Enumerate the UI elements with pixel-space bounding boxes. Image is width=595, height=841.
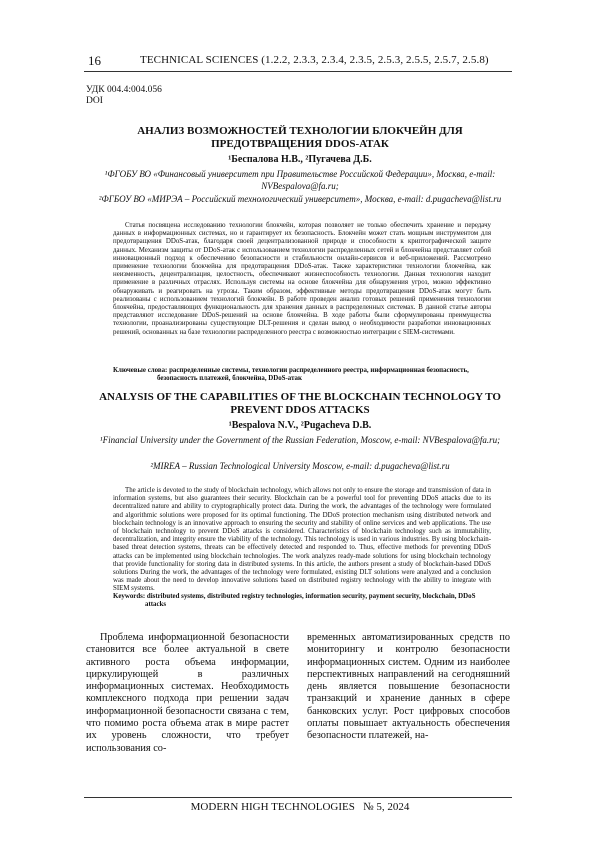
ru-abstract: Статья посвящена исследованию технологии блокчейн, которая позволяет не только обеспечить хранение и передачу данных в информационных системах, но и гарантирует их безопасность. Блокчейн может стать мощным инструментом для предотвращения DDoS-атак, благодаря своей децентрализованной природе и способности к криптографической защите данных. Механизм защиты от DDoS-атак с использованием технологии распределенных сетей и блокчейна представляет собой инновационный подход к обеспечению безопасности и стабильности онлайн-сервисов и веб-приложений. Рассмотрено применение технологии блокчейна для предотвращения DDoS-атак. Также характеристики технологии блокчейна, как неизменность, децентрализация, целостность, обеспечивают жизнеспособность технологии. Данная технология находит применение в различных отраслях. Используя системы на основе блокчейна для обнаружения угроз, можно эффективно обнаруживать и реагировать на угрозы. Таким образом, эффективные методы предотвращения DDoS-атак могут быть реализованы с использованием технологий блокчейн. В работе проведен анализ готовых решений применения технологии блокчейна, предоставляющих функциональность для хранения данных в распределенных системах. В данной статье авторы представляют исследование DDoS-решений на основе блокчейна. В ходе работы были сформулированы преимущества технологии, проанализированы существующие DLT-решения и сделан вывод о необходимости разработки инновационных решений, основанных на базе технологии распределенного реестра с возможностью интеграции с SIEM-системами.: [113, 222, 491, 336]
en-keywords: [113, 593, 491, 609]
footer-divider: [84, 797, 512, 798]
body-column-left: Проблема информационной безопасности становится все более актуальной в свете активного роста объема информации, циркулирующей в различных информационных системах. Необходимость комплексного подхода при решении задач информационной безопасности связана с тем, что помимо роста объема атак в мире растет их уровень сложности, что требует использования со-: [86, 632, 289, 754]
en-affiliation-1: ¹Financial University under the Government of the Russian Federation, Moscow, e-mail: NVBespalova@fa.ru;: [99, 435, 501, 445]
en-keywords-text: distributed systems, distributed registry technologies, information security, payment security, blockchain, DDoS attacks: [145, 593, 476, 609]
ru-title: АНАЛИЗ ВОЗМОЖНОСТЕЙ ТЕХНОЛОГИИ БЛОКЧЕЙН ДЛЯ ПРЕДОТВРАЩЕНИЯ DDOS-АТАК: [137, 125, 463, 150]
footer-journal: MODERN HIGH TECHNOLOGIES: [190, 801, 355, 813]
ru-keywords: [113, 367, 491, 383]
page-number: 16: [88, 53, 101, 68]
udc-code: УДК 004.4:004.056: [86, 85, 162, 95]
en-keywords-label: Keywords:: [113, 593, 146, 600]
en-title: ANALYSIS OF THE CAPABILITIES OF THE BLOCKCHAIN TECHNOLOGY TO PREVENT DDOS ATTACKS: [99, 391, 501, 416]
journal-section: TECHNICAL SCIENCES (1.2.2, 2.3.3, 2.3.4, 2.3.5, 2.5.3, 2.5.5, 2.5.7, 2.5.8): [140, 54, 489, 66]
en-abstract: The article is devoted to the study of blockchain technology, which allows not only to ensure the storage and transmission of data in information systems, but also guarantees their security. Blockchain can be a powerful tool for preventing DDoS attacks due to its decentralized nature and ability to cryptographically protect data. During the work, the advantages of the technology were formulated and algorithmic solutions were proposed for its optimal functioning. The DDoS protection mechanism using distributed network and blockchain technology is an innovative approach to ensuring the security and stability of online services and web applications. The use of blockchain technology to prevent DDoS attacks is considered. Characteristics of blockchain technology such as immutability, decentralization, and integrity ensure the viability of the technology. This technology is used in various industries. By using blockchain-based threat detection systems, threats can be effectively detected and responded to. Thus, effective methods for preventing DDoS attacks can be implemented using blockchain technologies. The work analyzes ready-made solutions for using blockchain technology that provide functionality for storing data in distributed systems. In this article, the authors present a study of blockchain-based DDoS solutions During the work, the advantages of the technology were formulated, existing DLT solutions were analyzed and a conclusion was made about the need to develop innovative solutions based on distributed registry technology with the ability to integrate with SIEM systems.: [113, 487, 491, 593]
ru-affiliation-1: ¹ФГОБУ ВО «Финансовый университет при Правительстве Российской Федерации», Москва, e-mail: NVBespalova@fa.ru;: [104, 169, 496, 191]
en-affiliation-2: ²MIREA – Russian Technological University Moscow, e-mail: d.pugacheva@list.ru: [150, 461, 450, 471]
doi: DOI: [86, 96, 103, 106]
footer-issue: № 5, 2024: [363, 801, 410, 813]
ru-affiliation-2: ²ФГБОУ ВО «МИРЭА – Российский технологический университет», Москва, e-mail: d.pugacheva@list.ru: [98, 194, 502, 204]
body-column-right: временных автоматизированных средств по мониторингу и контролю безопасности информационных систем. Одним из наиболее перспективных направлений на сегодняшний день является повышение безопасности транзакций и хранение данных в сфере банковских услуг. Рост цифровых способов оплаты повышает актуальность обеспечения безопасности платежей, на-: [307, 632, 510, 742]
ru-authors: ¹Беспалова Н.В., ²Пугачева Д.Б.: [228, 154, 372, 165]
en-authors: ¹Bespalova N.V., ²Pugacheva D.B.: [228, 420, 372, 431]
footer: [86, 801, 514, 813]
ru-keywords-text: распределенные системы, технологии распределенного реестра, информационная безопасность, безопасность платежей, блокчейна, DDoS-атак: [157, 367, 469, 383]
ru-keywords-label: Ключевые слова:: [113, 367, 168, 374]
header-divider: [84, 71, 512, 72]
